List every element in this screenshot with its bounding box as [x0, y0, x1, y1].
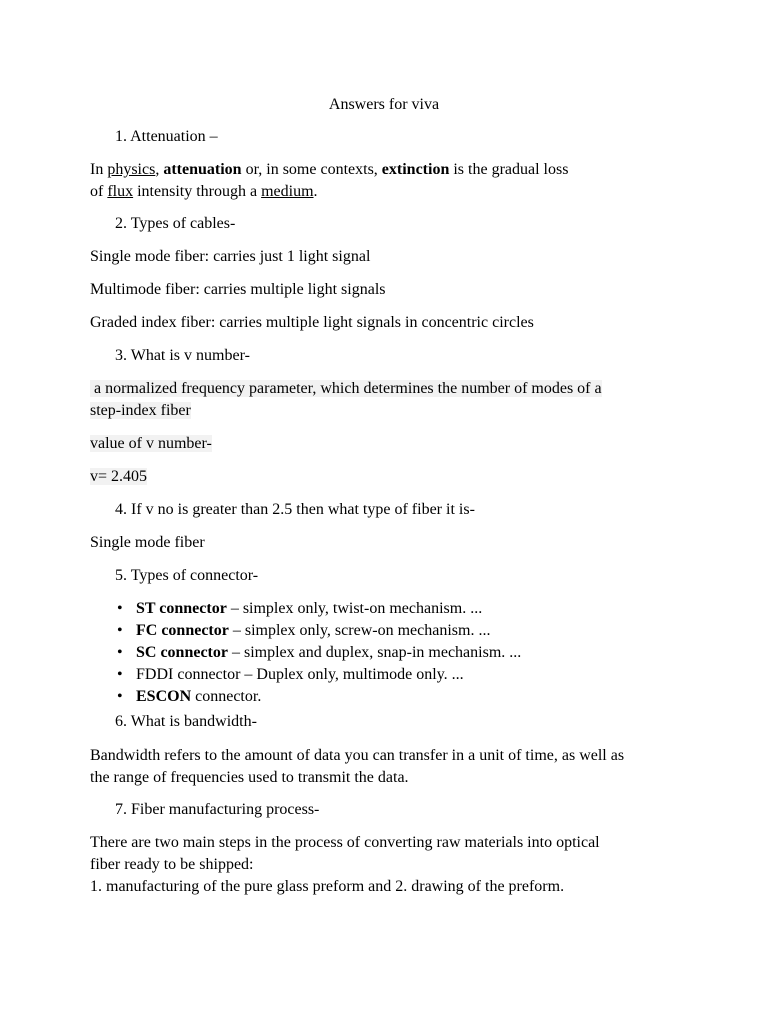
text-run: step-index fiber [90, 402, 191, 419]
question-7-heading: 7. Fiber manufacturing process- [115, 801, 320, 818]
link-physics[interactable]: physics [107, 161, 156, 178]
connector-name: SC connector [136, 644, 228, 661]
connector-item-fc [136, 621, 490, 641]
text-run: , [155, 161, 164, 178]
link-flux[interactable]: flux [107, 183, 134, 200]
question-1-heading: 1. Attenuation – [115, 128, 218, 145]
connector-name: ST connector [136, 600, 227, 617]
text-run: intensity through a [133, 183, 262, 200]
connector-item-escon [136, 687, 261, 707]
text-run: or, in some contexts, [241, 161, 382, 178]
text-run: of [90, 183, 108, 200]
text-run: FDDI connector – Duplex only, multimode only. ... [136, 666, 464, 683]
text-run: – simplex and duplex, snap-in mechanism. ... [227, 644, 522, 661]
v-number-definition-line-1 [90, 379, 602, 399]
link-medium[interactable]: medium [261, 183, 314, 200]
bullet-icon: • [117, 644, 123, 661]
v-number-definition-line-2 [90, 401, 191, 421]
text-run: v= 2.405 [90, 468, 148, 485]
question-2-heading: 2. Types of cables- [115, 215, 236, 232]
v-number-value-label [90, 434, 212, 454]
cable-type-single-mode: Single mode fiber: carries just 1 light signal [90, 248, 371, 265]
text-run: is the gradual loss [449, 161, 569, 178]
bandwidth-line-2: the range of frequencies used to transmit the data. [90, 769, 409, 786]
question-5-heading: 5. Types of connector- [115, 567, 259, 584]
document-title: Answers for viva [328, 96, 440, 113]
text-run: a normalized frequency parameter, which determines the number of modes of a [90, 380, 602, 397]
manufacturing-line-1: There are two main steps in the process of converting raw materials into optical [90, 834, 600, 851]
connector-name: FC connector [136, 622, 229, 639]
cable-type-graded-index: Graded index fiber: carries multiple light signals in concentric circles [90, 314, 534, 331]
question-3-heading: 3. What is v number- [115, 347, 250, 364]
question-4-heading: 4. If v no is greater than 2.5 then what type of fiber it is- [115, 501, 475, 518]
cable-type-multimode: Multimode fiber: carries multiple light signals [90, 281, 386, 298]
question-4-answer: Single mode fiber [90, 534, 205, 551]
v-number-value [90, 467, 147, 487]
text-run: . [313, 183, 318, 200]
text-run: – simplex only, screw-on mechanism. ... [228, 622, 491, 639]
bullet-icon: • [117, 622, 123, 639]
manufacturing-line-2: fiber ready to be shipped: [90, 856, 254, 873]
text-run: value of v number- [90, 435, 212, 452]
text-run: In [90, 161, 108, 178]
connector-item-fddi [136, 665, 464, 685]
connector-item-st [136, 599, 482, 619]
attenuation-line-1 [90, 160, 568, 180]
bandwidth-line-1: Bandwidth refers to the amount of data you can transfer in a unit of time, as well as [90, 747, 625, 764]
text-run: connector. [191, 688, 262, 705]
manufacturing-line-3: 1. manufacturing of the pure glass preform and 2. drawing of the preform. [90, 878, 565, 895]
bullet-icon: • [117, 688, 123, 705]
text-run: – simplex only, twist-on mechanism. ... [226, 600, 483, 617]
term-attenuation: attenuation [163, 161, 242, 178]
bullet-icon: • [117, 666, 123, 683]
bullet-icon: • [117, 600, 123, 617]
connector-name: ESCON [136, 688, 192, 705]
attenuation-line-2 [90, 182, 318, 202]
term-extinction: extinction [381, 161, 450, 178]
question-6-heading: 6. What is bandwidth- [115, 713, 257, 730]
connector-item-sc [136, 643, 521, 663]
